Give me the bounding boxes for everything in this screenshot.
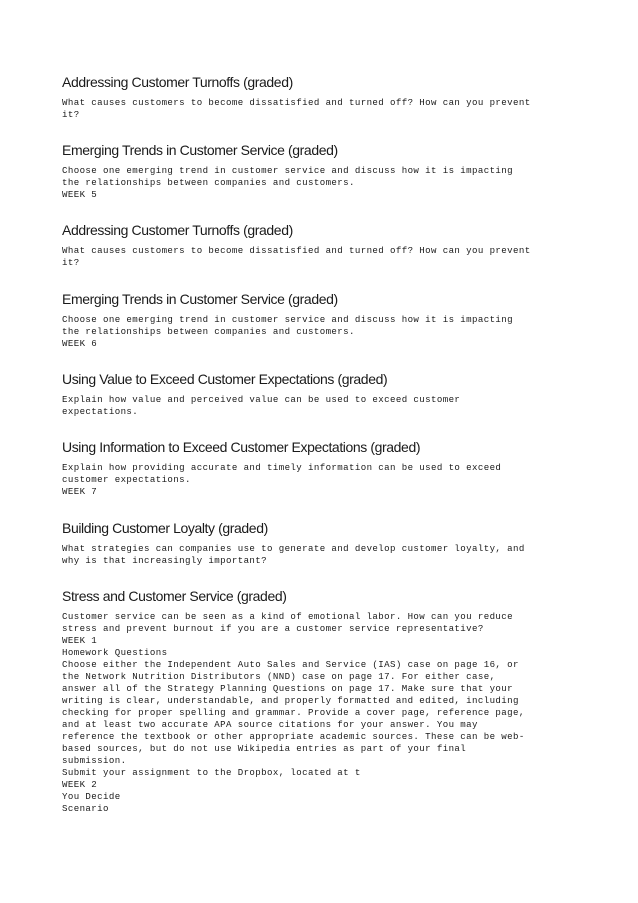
section-body: Choose one emerging trend in customer service and discuss how it is impacting the relationships between companies and customers. WEEK 6 — [62, 314, 513, 349]
section-heading: Using Value to Exceed Customer Expectations (graded) — [62, 371, 388, 387]
section-heading: Stress and Customer Service (graded) — [62, 588, 287, 604]
section-body: What causes customers to become dissatisfied and turned off? How can you prevent it? — [62, 245, 531, 268]
section-emerging-trends-1 — [62, 142, 602, 201]
section-addressing-turnoffs-2 — [62, 222, 602, 269]
section-using-information — [62, 439, 602, 498]
section-using-value — [62, 371, 602, 418]
section-body: Choose one emerging trend in customer service and discuss how it is impacting the relationships between companies and customers. WEEK 5 — [62, 165, 513, 200]
section-stress — [62, 588, 602, 815]
section-heading: Addressing Customer Turnoffs (graded) — [62, 222, 293, 238]
section-body: Explain how value and perceived value can be used to exceed customer expectations. — [62, 394, 461, 417]
section-body: What strategies can companies use to generate and develop customer loyalty, and why is that increasingly important? — [62, 543, 525, 566]
section-heading: Addressing Customer Turnoffs (graded) — [62, 74, 293, 90]
section-body: Customer service can be seen as a kind of emotional labor. How can you reduce stress and prevent burnout if you are a customer service representative? WEEK 1 Homework Questions Choose either the Independent Auto Sales and Service (IAS) case on page 16, or the Network Nutrition Distributors (NND) case on page 17. For either case, answer all of the Strategy Planning Questions on page 17. Make sure that your writing is clear, understandable, and properly formatted and edited, including checking for proper spelling and grammar. Provide a cover page, reference page, and at least two accurate APA source citations for your answer. You may reference the textbook or other appropriate academic sources. These can be web- based sources, but do not use Wikipedia entries as part of your final submission. Submit your assignment to the Dropbox, located at t WEEK 2 You Decide Scenario — [62, 611, 525, 814]
section-heading: Building Customer Loyalty (graded) — [62, 520, 268, 536]
section-emerging-trends-2 — [62, 291, 602, 350]
section-heading: Emerging Trends in Customer Service (graded) — [62, 142, 338, 158]
section-body: Explain how providing accurate and timely information can be used to exceed customer expectations. WEEK 7 — [62, 462, 502, 497]
section-heading: Emerging Trends in Customer Service (graded) — [62, 291, 338, 307]
section-building-loyalty — [62, 520, 602, 567]
section-heading: Using Information to Exceed Customer Expectations (graded) — [62, 439, 421, 455]
document-page — [62, 74, 602, 815]
section-addressing-turnoffs-1 — [62, 74, 602, 121]
section-body: What causes customers to become dissatisfied and turned off? How can you prevent it? — [62, 97, 531, 120]
